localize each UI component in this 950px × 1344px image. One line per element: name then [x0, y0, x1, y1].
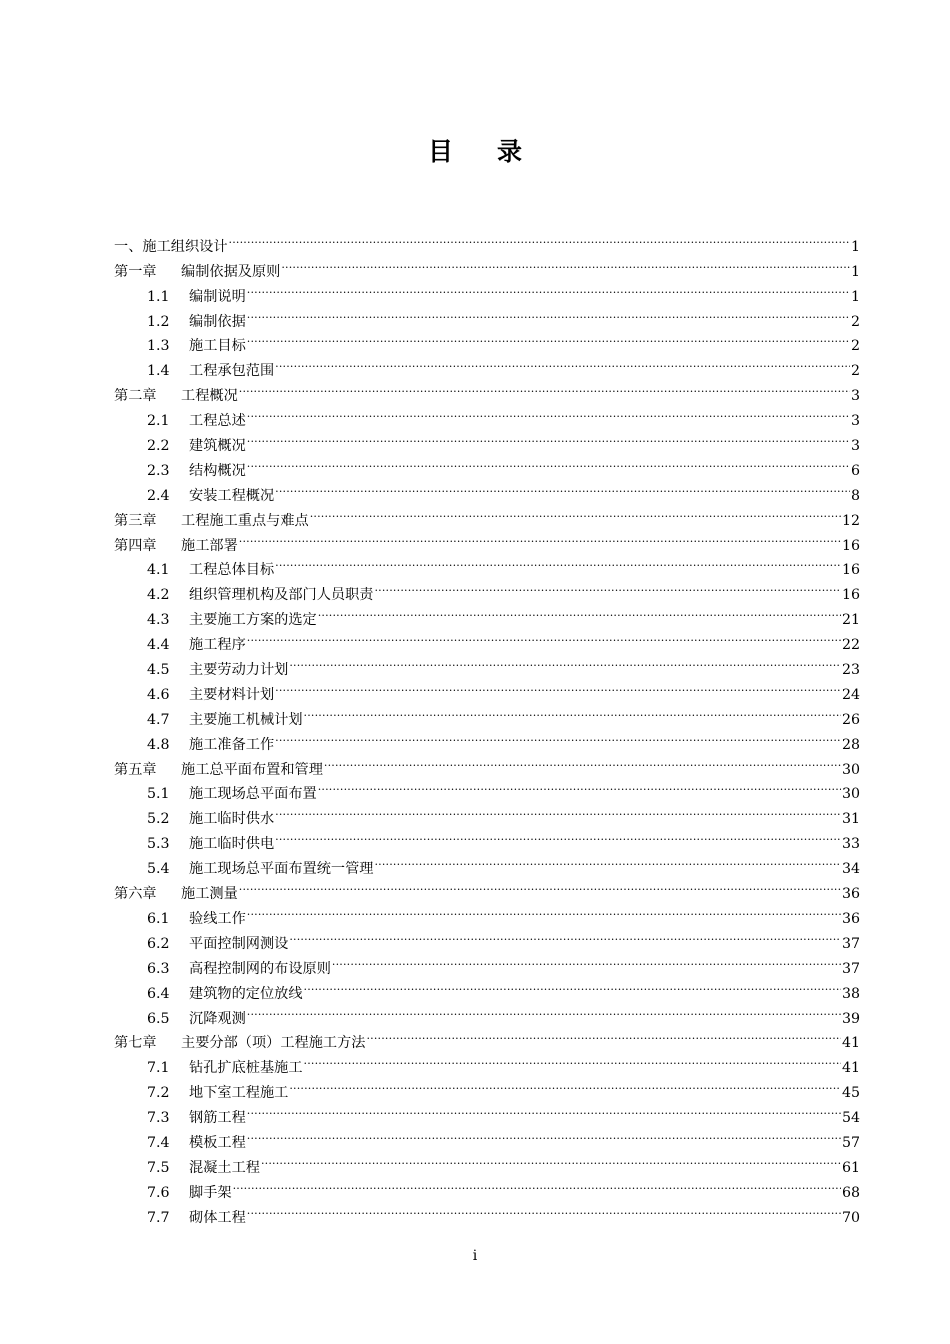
toc-entry-number: 7.2	[147, 1085, 170, 1102]
toc-entry-label: 施工临时供电	[189, 836, 275, 853]
toc-entry-label: 验线工作	[189, 910, 246, 927]
toc-dot-leader	[247, 400, 850, 425]
toc-entry-label: 工程总述	[189, 413, 246, 430]
toc-entry-number: 第四章	[114, 537, 157, 554]
toc-entry-number: 4.8	[147, 736, 170, 753]
toc-entry-label: 施工现场总平面布置统一管理	[189, 861, 374, 878]
toc-entry-label: 安装工程概况	[189, 487, 275, 504]
toc-entry-page: 3	[850, 438, 860, 455]
toc-entry-label: 结构概况	[189, 462, 246, 479]
toc-entry-label: 钢筋工程	[189, 1110, 246, 1127]
toc-entry-page: 41	[841, 1035, 860, 1052]
toc-entry-number: 4.2	[147, 587, 170, 604]
toc-entry-number: 5.4	[147, 861, 170, 878]
toc-dot-leader	[275, 674, 841, 699]
toc-entry-label: 施工目标	[189, 338, 246, 355]
toc-entry-page: 22	[841, 637, 860, 654]
toc-entry-number: 2.4	[147, 487, 170, 504]
toc-entry-label: 模板工程	[189, 1134, 246, 1151]
toc-entry-page: 37	[841, 960, 860, 977]
toc-entry-number: 1.4	[147, 363, 170, 380]
toc-dot-leader	[275, 475, 850, 500]
toc-dot-leader	[247, 425, 850, 450]
toc-entry-number: 2.1	[147, 413, 170, 430]
toc-entry-page: 8	[850, 487, 860, 504]
toc-dot-leader	[374, 848, 840, 873]
toc-entry-page: 61	[841, 1159, 860, 1176]
toc-entry-label: 脚手架	[189, 1184, 232, 1201]
toc-dot-leader	[318, 774, 841, 799]
toc-entry-number: 6.3	[147, 960, 170, 977]
toc-dot-leader	[289, 1072, 841, 1097]
toc-entry-label: 工程施工重点与难点	[181, 512, 309, 529]
toc-entry-label: 地下室工程施工	[189, 1085, 289, 1102]
toc-entry-label: 施工准备工作	[189, 736, 275, 753]
toc-entry-number: 1.3	[147, 338, 170, 355]
toc-entry-page: 12	[841, 512, 860, 529]
toc-entry-page: 36	[841, 886, 860, 903]
toc-entry-page: 2	[850, 313, 860, 330]
toc-entry-page: 1	[850, 263, 860, 280]
toc-entry-label: 主要材料计划	[189, 686, 275, 703]
toc-entry-label: 工程概况	[181, 388, 238, 405]
toc-dot-leader	[247, 1122, 841, 1147]
toc-dot-leader	[318, 599, 841, 624]
toc-entry-label: 施工部署	[181, 537, 238, 554]
toc-entry-number: 4.5	[147, 662, 170, 679]
toc-dot-leader	[233, 1172, 841, 1197]
toc-entry-label: 沉降观测	[189, 1010, 246, 1027]
toc-entry-number: 7.7	[147, 1209, 170, 1226]
toc-dot-leader	[261, 1147, 841, 1172]
toc-entry-number: 第三章	[114, 512, 157, 529]
toc-entry-page: 3	[850, 413, 860, 430]
toc-entry-page: 45	[841, 1085, 860, 1102]
toc-entry-page: 37	[841, 935, 860, 952]
toc-entry-label: 主要劳动力计划	[189, 662, 289, 679]
toc-entry-number: 第一章	[114, 263, 157, 280]
toc-dot-leader	[247, 624, 841, 649]
toc-entry-page: 2	[850, 338, 860, 355]
toc-entry-page: 31	[841, 811, 860, 828]
toc-entry-label: 施工现场总平面布置	[189, 786, 317, 803]
toc-entry-number: 4.7	[147, 711, 170, 728]
toc-entry-page: 16	[841, 537, 860, 554]
toc-dot-leader	[332, 948, 841, 973]
toc-entry-label: 主要施工机械计划	[189, 711, 303, 728]
toc-dot-leader	[304, 1047, 841, 1072]
toc-dot-leader	[304, 699, 841, 724]
toc-entry-page: 41	[841, 1060, 860, 1077]
toc-entry-page: 21	[841, 612, 860, 629]
toc-entry-number: 4.1	[147, 562, 170, 579]
toc-entry-label: 施工临时供水	[189, 811, 275, 828]
toc-entry-number: 4.3	[147, 612, 170, 629]
toc-entry-page: 6	[850, 462, 860, 479]
toc-entry-number: 5.3	[147, 836, 170, 853]
toc-dot-leader	[366, 1023, 840, 1048]
toc-dot-leader	[289, 649, 841, 674]
toc-entry-page: 34	[841, 861, 860, 878]
title-char-1: 目	[427, 137, 453, 166]
toc-entry-label: 施工总平面布置和管理	[181, 761, 323, 778]
toc-entry-page: 26	[841, 711, 860, 728]
toc-dot-leader	[281, 251, 850, 276]
toc-dot-leader	[304, 973, 841, 998]
toc-entry-number: 5.2	[147, 811, 170, 828]
toc-entry-label: 施工程序	[189, 637, 246, 654]
toc-entry-page: 16	[841, 587, 860, 604]
page-title	[0, 132, 950, 168]
toc-entry-page: 30	[841, 786, 860, 803]
toc-entry-number: 7.5	[147, 1159, 170, 1176]
toc-entry-page: 30	[841, 761, 860, 778]
toc-dot-leader	[247, 276, 850, 301]
toc-entry-number: 6.1	[147, 910, 170, 927]
toc-dot-leader	[275, 798, 841, 823]
toc-dot-leader	[247, 301, 850, 326]
toc-entry-label: 编制依据及原则	[181, 263, 281, 280]
title-char-2: 录	[497, 137, 523, 166]
toc-dot-leader	[247, 450, 850, 475]
toc-entry-number: 1.1	[147, 288, 170, 305]
toc-entry-number: 7.3	[147, 1110, 170, 1127]
toc-entry-page: 39	[841, 1010, 860, 1027]
toc-entry-label: 一、施工组织设计	[114, 238, 228, 255]
toc-entry[interactable]	[114, 226, 860, 255]
toc-entry-number: 5.1	[147, 786, 170, 803]
toc-dot-leader	[275, 550, 841, 575]
toc-dot-leader	[239, 375, 850, 400]
toc-entry-page: 38	[841, 985, 860, 1002]
toc-entry-label: 建筑物的定位放线	[189, 985, 303, 1002]
toc-entry-page: 70	[841, 1209, 860, 1226]
toc-entry-number: 第七章	[114, 1035, 157, 1052]
toc-dot-leader	[374, 574, 840, 599]
toc-entry-label: 高程控制网的布设原则	[189, 960, 331, 977]
toc-entry-number: 6.2	[147, 935, 170, 952]
toc-entry-page: 33	[841, 836, 860, 853]
toc-entry-number: 第二章	[114, 388, 157, 405]
toc-entry-label: 组织管理机构及部门人员职责	[189, 587, 374, 604]
toc-entry-number: 6.5	[147, 1010, 170, 1027]
toc-entry-label: 工程总体目标	[189, 562, 275, 579]
toc-entry-page: 2	[850, 363, 860, 380]
toc-entry-number: 第六章	[114, 886, 157, 903]
toc-dot-leader	[275, 350, 850, 375]
toc-entry-number: 6.4	[147, 985, 170, 1002]
page-number: i	[472, 1248, 478, 1264]
toc-entry-number: 7.6	[147, 1184, 170, 1201]
toc-entry-label: 施工测量	[181, 886, 238, 903]
toc-entry-label: 工程承包范围	[189, 363, 275, 380]
toc-dot-leader	[275, 724, 841, 749]
toc-entry-page: 1	[850, 288, 860, 305]
toc-dot-leader	[247, 898, 841, 923]
toc-entry-page: 54	[841, 1110, 860, 1127]
toc-entry-number: 2.2	[147, 438, 170, 455]
toc-dot-leader	[247, 326, 850, 351]
toc-entry-label: 砌体工程	[189, 1209, 246, 1226]
toc-dot-leader	[247, 1097, 841, 1122]
toc-entry-page: 16	[841, 562, 860, 579]
toc-entry-number: 第五章	[114, 761, 157, 778]
toc-dot-leader	[289, 923, 841, 948]
toc-entry-label: 编制说明	[189, 288, 246, 305]
toc-dot-leader	[229, 226, 850, 251]
toc-dot-leader	[310, 500, 841, 525]
toc-entry-label: 编制依据	[189, 313, 246, 330]
toc-entry-label: 钻孔扩底桩基施工	[189, 1060, 303, 1077]
toc-entry-page: 24	[841, 686, 860, 703]
toc-dot-leader	[324, 749, 841, 774]
toc-entry-page: 1	[850, 238, 860, 255]
toc-entry-page: 57	[841, 1134, 860, 1151]
table-of-contents	[114, 226, 860, 1226]
toc-entry-page: 3	[850, 388, 860, 405]
toc-entry-label: 主要施工方案的选定	[189, 612, 317, 629]
toc-entry-page: 68	[841, 1184, 860, 1201]
toc-entry-number: 2.3	[147, 462, 170, 479]
toc-entry-number: 7.1	[147, 1060, 170, 1077]
toc-entry-label: 平面控制网测设	[189, 935, 289, 952]
toc-entry-number: 7.4	[147, 1134, 170, 1151]
toc-dot-leader	[247, 998, 841, 1023]
toc-dot-leader	[239, 525, 841, 550]
toc-entry-page: 23	[841, 662, 860, 679]
toc-entry-label: 建筑概况	[189, 438, 246, 455]
toc-entry-label: 混凝土工程	[189, 1159, 260, 1176]
toc-entry-number: 4.6	[147, 686, 170, 703]
toc-dot-leader	[247, 1197, 841, 1222]
toc-entry-page: 28	[841, 736, 860, 753]
toc-entry-number: 1.2	[147, 313, 170, 330]
toc-dot-leader	[275, 823, 841, 848]
toc-dot-leader	[239, 873, 841, 898]
toc-entry-page: 36	[841, 910, 860, 927]
toc-entry-number: 4.4	[147, 637, 170, 654]
toc-entry-label: 主要分部（项）工程施工方法	[181, 1035, 366, 1052]
